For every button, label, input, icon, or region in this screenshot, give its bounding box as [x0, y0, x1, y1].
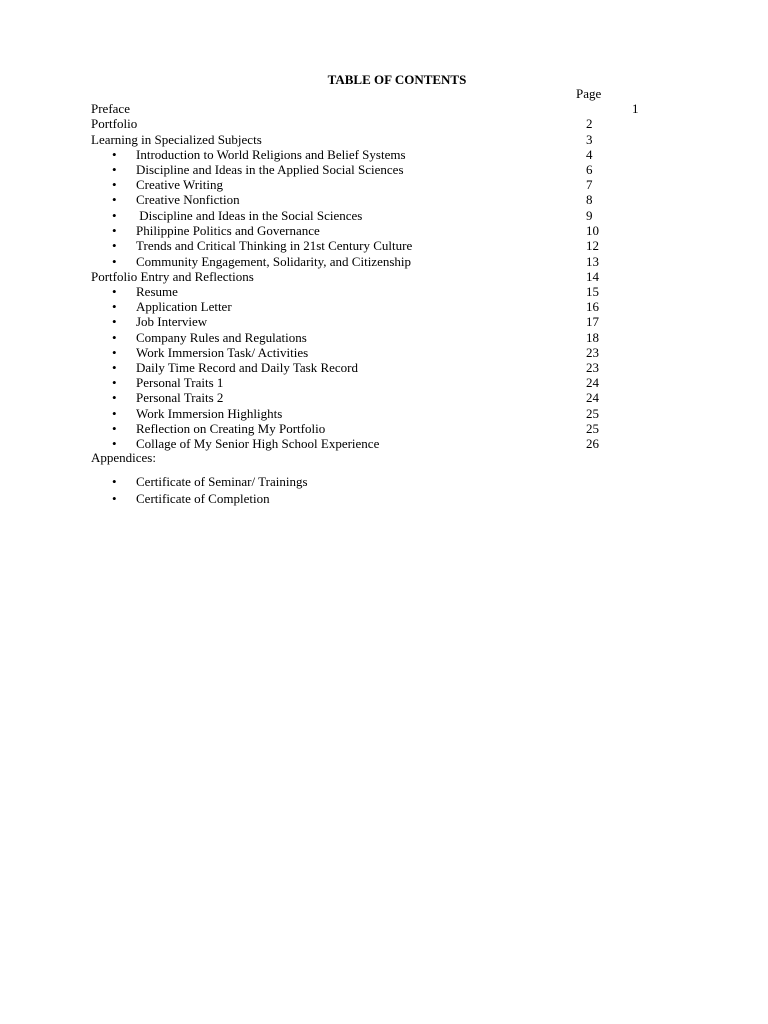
toc-entry-page-number: 8 [586, 192, 593, 207]
toc-entry-label: Resume [136, 284, 178, 299]
toc-entry-label: Philippine Politics and Governance [136, 223, 320, 238]
toc-entry-label: Introduction to World Religions and Belief Systems [136, 147, 406, 162]
toc-entry-page-number: 16 [586, 299, 599, 314]
bullet-icon: • [112, 330, 117, 345]
toc-entry-label: Trends and Critical Thinking in 21st Century Culture [136, 238, 413, 253]
toc-entry [0, 269, 768, 284]
toc-entry [0, 101, 768, 116]
toc-subentry [0, 284, 768, 299]
toc-entry-label: Preface [91, 101, 130, 116]
toc-entry-label: Creative Writing [136, 177, 223, 192]
bullet-icon: • [112, 390, 117, 405]
toc-entry-page-number: 23 [586, 360, 599, 375]
toc-entry-label: Learning in Specialized Subjects [91, 132, 262, 147]
toc-subentry [0, 436, 768, 451]
bullet-icon: • [112, 208, 117, 223]
toc-subentry [0, 330, 768, 345]
toc-subentry [0, 177, 768, 192]
toc-subentry [0, 299, 768, 314]
toc-entry-page-number: 25 [586, 406, 599, 421]
toc-entry-label: Discipline and Ideas in the Applied Social Sciences [136, 162, 404, 177]
bullet-icon: • [112, 192, 117, 207]
toc-subentry [0, 375, 768, 390]
toc-entry-page-number: 12 [586, 238, 599, 253]
toc-subentry [0, 474, 768, 489]
toc-entry [0, 450, 768, 465]
toc-entry-label: Personal Traits 2 [136, 390, 224, 405]
bullet-icon: • [112, 314, 117, 329]
toc-entry-label: Collage of My Senior High School Experience [136, 436, 380, 451]
toc-entry-label: Creative Nonfiction [136, 192, 240, 207]
bullet-icon: • [112, 254, 117, 269]
toc-subentry [0, 238, 768, 253]
toc-entry-page-number: 23 [586, 345, 599, 360]
toc-subentry [0, 314, 768, 329]
toc-subentry [0, 162, 768, 177]
bullet-icon: • [112, 162, 117, 177]
toc-entry-page-number: 26 [586, 436, 599, 451]
toc-entry-page-number: 4 [586, 147, 593, 162]
bullet-icon: • [112, 375, 117, 390]
bullet-icon: • [112, 436, 117, 451]
toc-entry-label: Appendices: [91, 450, 156, 465]
toc-entry [0, 132, 768, 147]
toc-subentry [0, 406, 768, 421]
toc-entry-page-number: 14 [586, 269, 599, 284]
toc-entry-page-number: 1 [632, 101, 639, 116]
bullet-icon: • [112, 474, 117, 489]
toc-subentry [0, 491, 768, 506]
toc-subentry [0, 192, 768, 207]
toc-entry-label: Certificate of Completion [136, 491, 270, 506]
bullet-icon: • [112, 238, 117, 253]
toc-subentry [0, 254, 768, 269]
toc-entry-page-number: 2 [586, 116, 593, 131]
toc-entry-label: Daily Time Record and Daily Task Record [136, 360, 358, 375]
bullet-icon: • [112, 223, 117, 238]
toc-subentry [0, 421, 768, 436]
toc-entry-page-number: 3 [586, 132, 593, 147]
toc-entry-label: Application Letter [136, 299, 232, 314]
toc-entry-page-number: 7 [586, 177, 593, 192]
toc-subentry [0, 223, 768, 238]
bullet-icon: • [112, 284, 117, 299]
toc-entry-page-number: 25 [586, 421, 599, 436]
bullet-icon: • [112, 421, 117, 436]
bullet-icon: • [112, 406, 117, 421]
bullet-icon: • [112, 360, 117, 375]
toc-entry-page-number: 18 [586, 330, 599, 345]
toc-entry-label: Work Immersion Highlights [136, 406, 283, 421]
bullet-icon: • [112, 177, 117, 192]
page-column-heading: Page [576, 86, 602, 101]
toc-entry-label: Work Immersion Task/ Activities [136, 345, 309, 360]
toc-entry-page-number: 10 [586, 223, 599, 238]
toc-subentry [0, 360, 768, 375]
toc-entry-label: Discipline and Ideas in the Social Sciences [136, 208, 363, 223]
toc-entry-label: Community Engagement, Solidarity, and Citizenship [136, 254, 412, 269]
toc-entry-page-number: 24 [586, 375, 599, 390]
toc-entry-label: Portfolio [91, 116, 138, 131]
toc-subentry [0, 147, 768, 162]
bullet-icon: • [112, 491, 117, 506]
toc-entry-page-number: 9 [586, 208, 593, 223]
toc-entry-label: Portfolio Entry and Reflections [91, 269, 254, 284]
toc-entry-page-number: 17 [586, 314, 599, 329]
toc-subentry [0, 208, 768, 223]
document-title: TABLE OF CONTENTS [327, 72, 467, 87]
bullet-icon: • [112, 147, 117, 162]
bullet-icon: • [112, 345, 117, 360]
toc-entry-label: Personal Traits 1 [136, 375, 224, 390]
toc-subentry [0, 345, 768, 360]
toc-entry [0, 116, 768, 131]
toc-entry-label: Job Interview [136, 314, 208, 329]
toc-entry-page-number: 24 [586, 390, 599, 405]
toc-subentry [0, 390, 768, 405]
toc-entry-label: Certificate of Seminar/ Trainings [136, 474, 308, 489]
toc-entry-label: Company Rules and Regulations [136, 330, 307, 345]
toc-entry-page-number: 13 [586, 254, 599, 269]
toc-entry-label: Reflection on Creating My Portfolio [136, 421, 326, 436]
bullet-icon: • [112, 299, 117, 314]
toc-entry-page-number: 6 [586, 162, 593, 177]
toc-entry-page-number: 15 [586, 284, 599, 299]
